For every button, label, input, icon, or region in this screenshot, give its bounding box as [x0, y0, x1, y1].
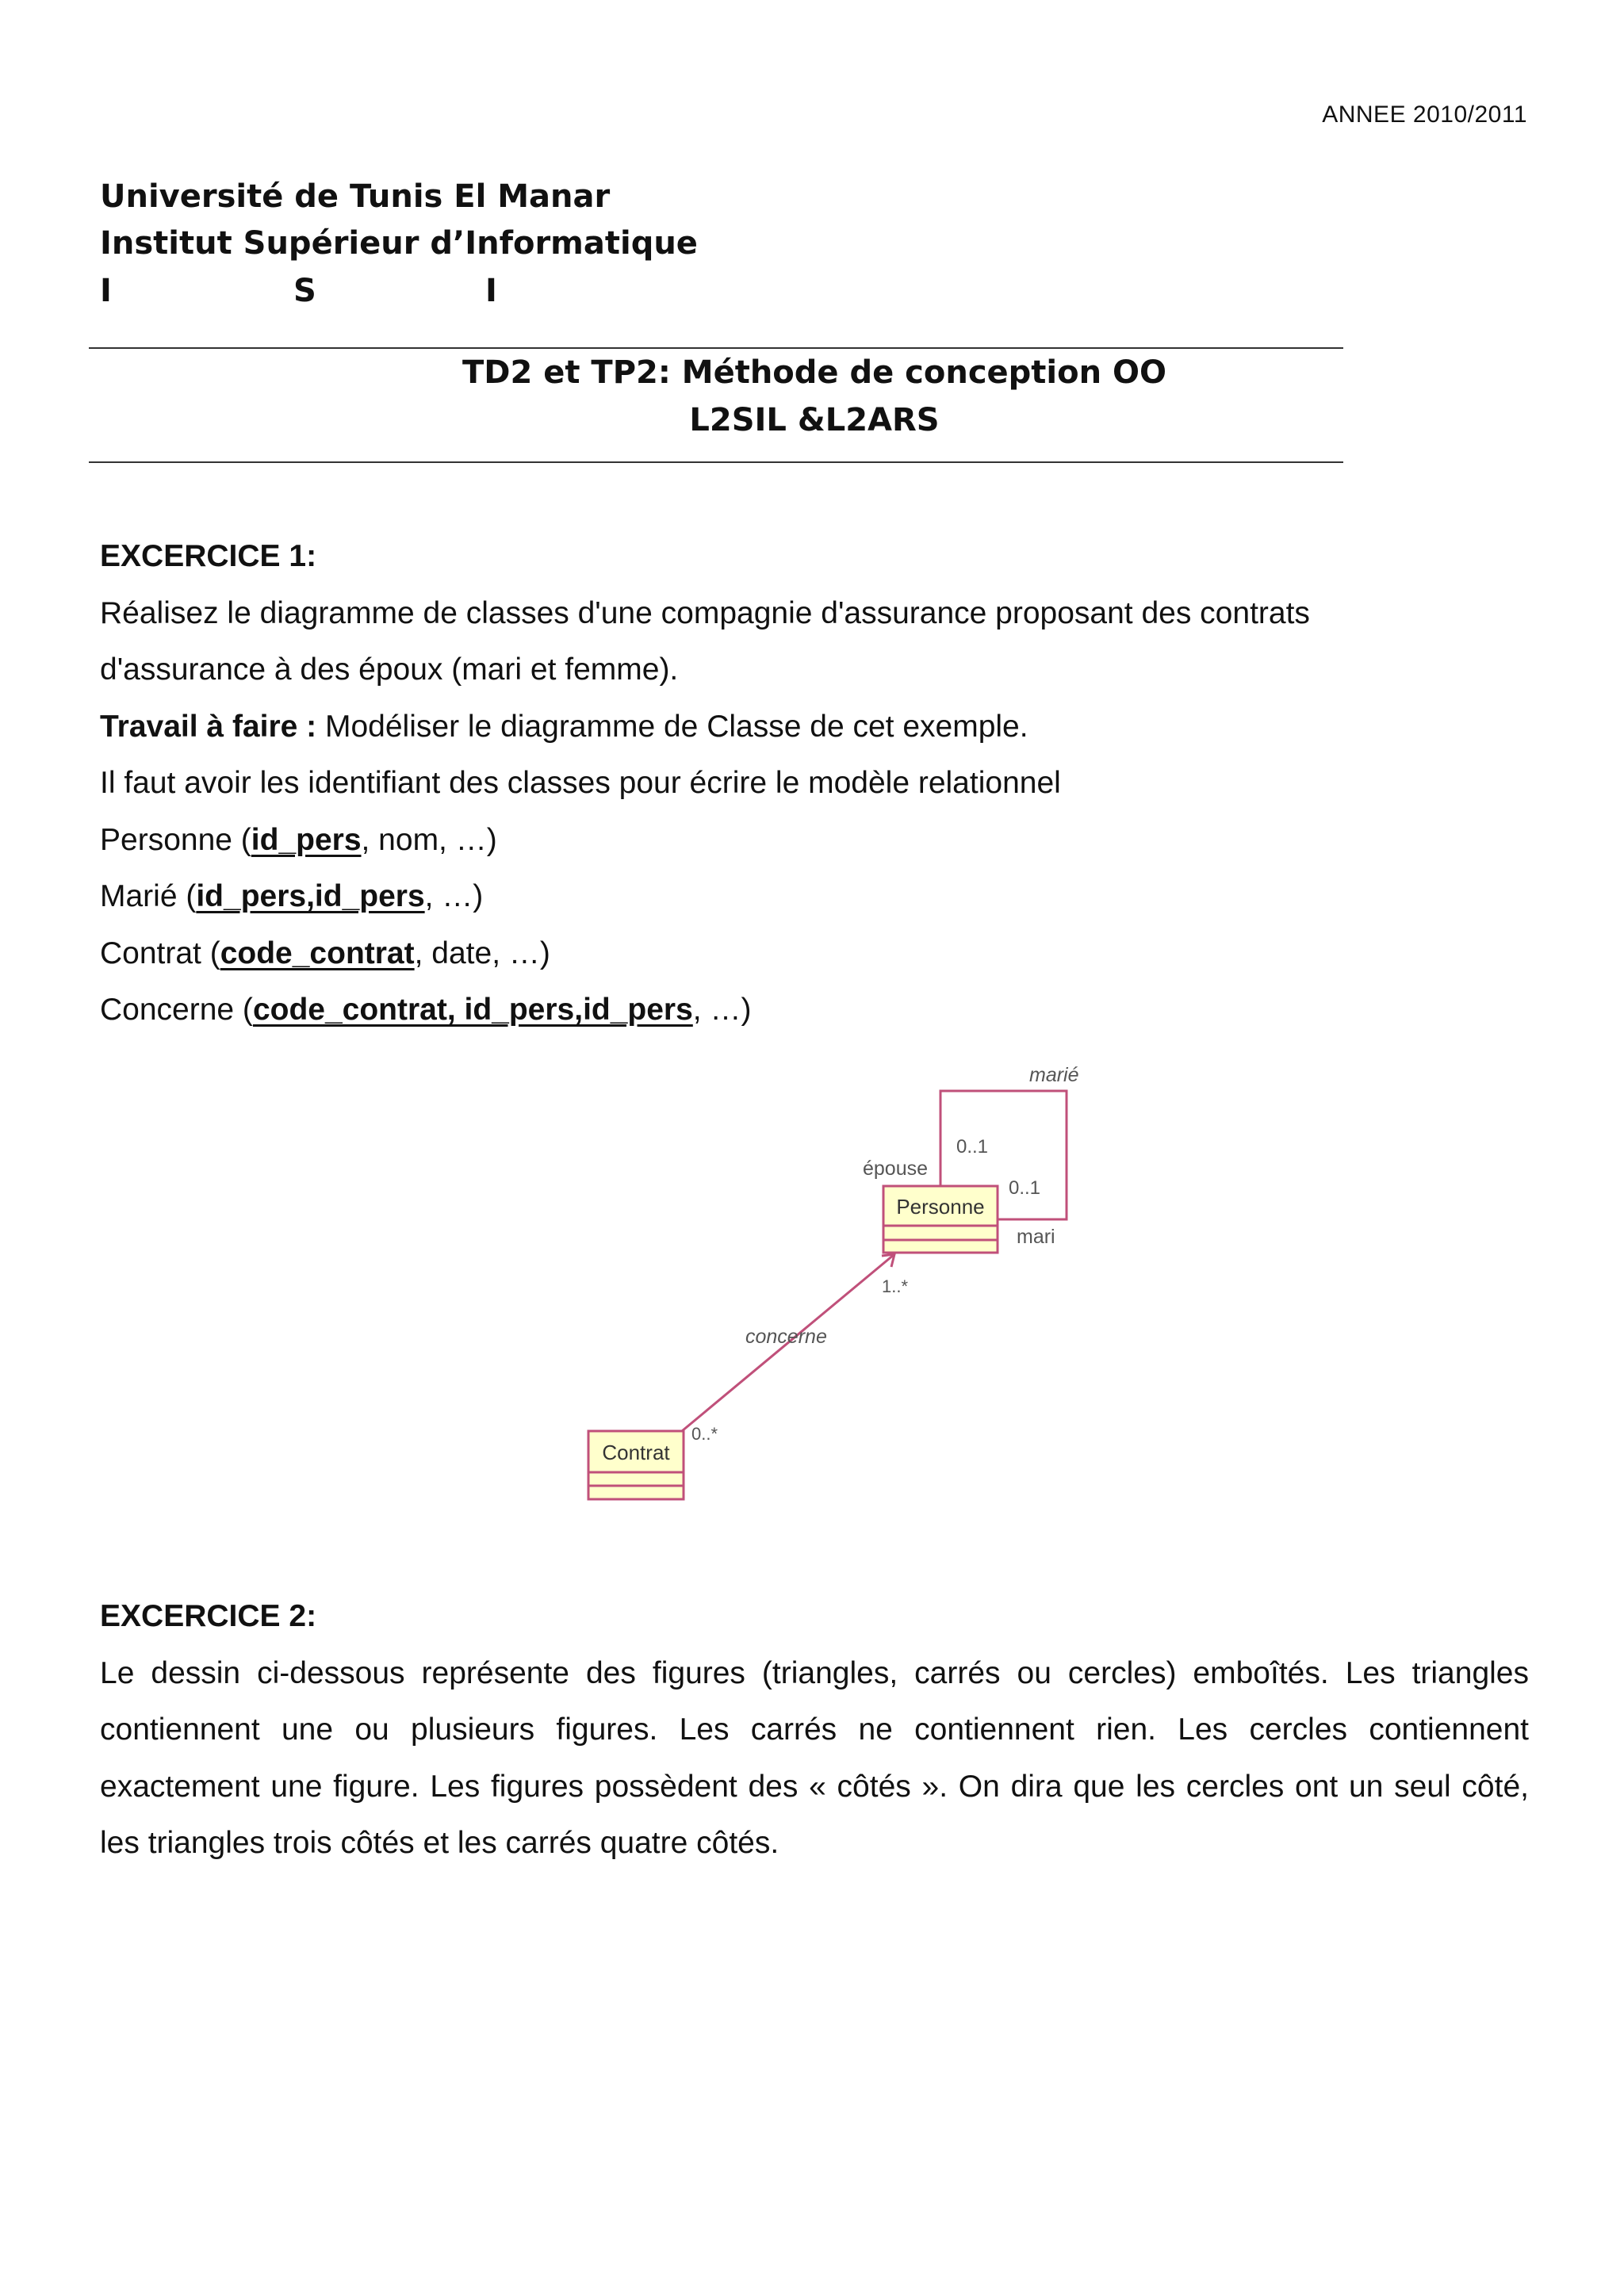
relation-keys: code_contrat, id_pers,id_pers [252, 993, 693, 1027]
university-name: Université de Tunis El Manar [100, 178, 611, 215]
mult-mari-label: 0..1 [1009, 1177, 1041, 1199]
relation-personne [100, 812, 1529, 869]
relation-name: Personne ( [100, 822, 251, 857]
role-mari-label: mari [1017, 1226, 1055, 1248]
task-text: Modéliser le diagramme de Classe de cet exemple. [316, 709, 1028, 744]
acronym-letter-i2: I [485, 273, 497, 309]
relation-keys: id_pers [251, 822, 362, 857]
relation-name: Contrat ( [100, 936, 220, 970]
association-marie-label: marié [1029, 1064, 1079, 1086]
institute-name: Institut Supérieur d’Informatique [100, 225, 698, 262]
relation-concerne [100, 982, 1529, 1039]
class-contrat-name: Contrat [602, 1441, 670, 1464]
mult-personne-label: 1..* [882, 1276, 909, 1296]
uml-class-diagram [571, 1047, 1094, 1506]
exercise-1-statement: Réalisez le diagramme de classes d'une compagnie d'assurance proposant des contrats d'assurance à des époux (mari et femme). [100, 595, 1310, 687]
acronym-letter-s: S [293, 273, 316, 309]
relation-rest: , …) [424, 879, 484, 913]
document-subtitle: L2SIL &L2ARS [689, 402, 940, 438]
mult-epouse-label: 0..1 [956, 1136, 989, 1158]
class-contrat [588, 1431, 684, 1499]
exercise-1 [100, 528, 1529, 1039]
relation-rest: , date, …) [414, 936, 550, 970]
exercise-2 [100, 1588, 1529, 1872]
identifiers-note: Il faut avoir les identifiant des classes pour écrire le modèle relationnel [100, 766, 1061, 800]
academic-year: ANNEE 2010/2011 [1322, 101, 1527, 128]
mult-contrat-label: 0..* [691, 1424, 718, 1444]
relation-rest: , nom, …) [361, 822, 497, 857]
exercise-1-task [100, 698, 1529, 756]
relation-contrat [100, 925, 1529, 982]
association-concerne-label: concerne [745, 1326, 827, 1348]
task-label: Travail à faire : [100, 709, 317, 744]
relation-rest: , …) [692, 993, 752, 1027]
role-epouse-label: épouse [863, 1158, 929, 1180]
title-rule-bottom [89, 461, 1343, 463]
exercise-2-statement: Le dessin ci-dessous représente des figures (triangles, carrés ou cercles) emboîtés. Les triangles contiennent une ou plusieurs figures. Les carrés ne contiennent rien. Les cercles contiennent exactement une figure. Les figures possèdent des « côtés ». On dira que les cercles ont un seul côté, les triangles trois côtés et les carrés quatre côtés. [100, 1655, 1529, 1860]
relation-keys: id_pers,id_pers [196, 879, 425, 913]
exercise-2-heading: EXCERCICE 2: [100, 1599, 317, 1633]
relation-name: Marié ( [100, 879, 197, 913]
relation-marie [100, 868, 1529, 925]
relation-name: Concerne ( [100, 993, 253, 1027]
document-title: TD2 et TP2: Méthode de conception OO [462, 354, 1167, 391]
class-personne-name: Personne [896, 1195, 985, 1219]
acronym-letter-i1: I [100, 273, 112, 309]
relation-keys: code_contrat [220, 936, 415, 970]
exercise-1-heading: EXCERCICE 1: [100, 539, 317, 573]
class-personne [883, 1186, 998, 1253]
